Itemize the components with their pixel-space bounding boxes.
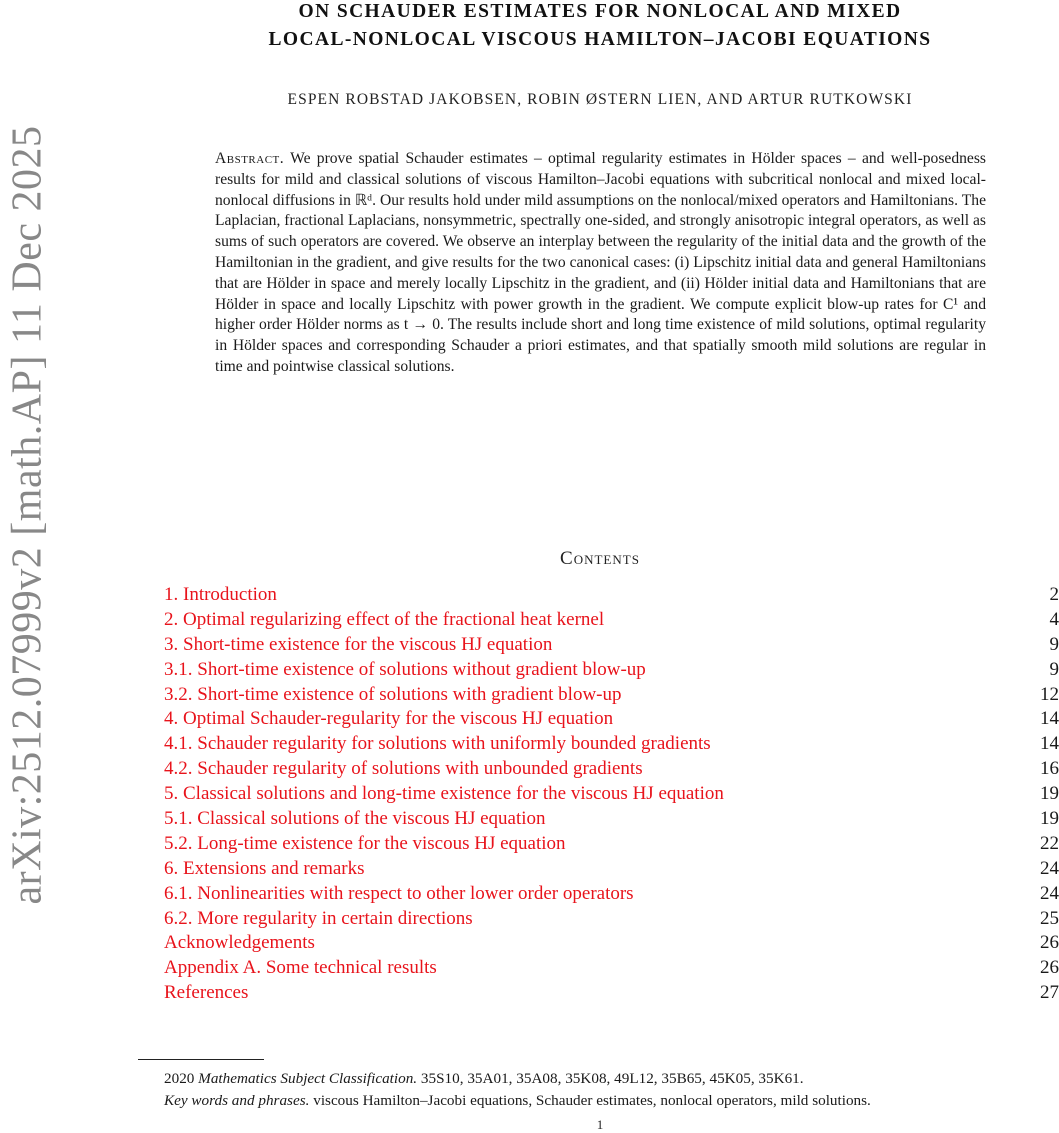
toc-entry-link[interactable]: Acknowledgements xyxy=(164,932,315,954)
msc-label: Mathematics Subject Classification. xyxy=(198,1070,417,1087)
keywords-text: viscous Hamilton–Jacobi equations, Schauder estimates, nonlocal operators, mild solutions. xyxy=(313,1092,871,1109)
toc-entry[interactable] xyxy=(164,957,1059,982)
author-list: ESPEN ROBSTAD JAKOBSEN, ROBIN ØSTERN LIEN, AND ARTUR RUTKOWSKI xyxy=(140,91,1059,109)
abstract-label: Abstract. xyxy=(215,150,284,167)
contents-heading: Contents xyxy=(140,548,1059,570)
toc-entry-link[interactable]: 3. Short-time existence for the viscous HJ equation xyxy=(164,634,552,656)
toc-entry[interactable] xyxy=(164,883,1059,908)
toc-entry[interactable] xyxy=(164,659,1059,684)
toc-entry-link[interactable]: 2. Optimal regularizing effect of the fractional heat kernel xyxy=(164,609,604,631)
toc-entry-page: 12 xyxy=(1040,684,1059,706)
toc-entry-page: 24 xyxy=(1040,883,1059,905)
toc-entry-link[interactable]: 4.1. Schauder regularity for solutions with uniformly bounded gradients xyxy=(164,733,711,755)
toc-entry-link[interactable]: 6.2. More regularity in certain directions xyxy=(164,908,473,930)
table-of-contents xyxy=(164,584,1059,1007)
toc-entry-link[interactable]: Appendix A. Some technical results xyxy=(164,957,437,979)
toc-entry-page: 26 xyxy=(1040,957,1059,979)
toc-entry[interactable] xyxy=(164,932,1059,957)
toc-entry-page: 4 xyxy=(1050,609,1059,631)
toc-entry-page: 19 xyxy=(1040,783,1059,805)
toc-entry-link[interactable]: 3.2. Short-time existence of solutions with gradient blow-up xyxy=(164,684,622,706)
toc-entry-link[interactable]: 3.1. Short-time existence of solutions without gradient blow-up xyxy=(164,659,646,681)
toc-entry[interactable] xyxy=(164,758,1059,783)
toc-entry[interactable] xyxy=(164,982,1059,1007)
toc-entry-page: 14 xyxy=(1040,708,1059,730)
footnote-divider xyxy=(138,1059,264,1060)
abstract xyxy=(215,149,986,378)
toc-entry[interactable] xyxy=(164,684,1059,709)
page-number: 1 xyxy=(590,1117,610,1133)
msc-year: 2020 xyxy=(164,1070,194,1087)
title-line-2: LOCAL-NONLOCAL VISCOUS HAMILTON–JACOBI EQUATIONS xyxy=(140,26,1059,54)
keywords-label: Key words and phrases. xyxy=(164,1092,309,1109)
toc-entry-page: 16 xyxy=(1040,758,1059,780)
toc-entry[interactable] xyxy=(164,708,1059,733)
arxiv-identifier: arXiv:2512.07999v2 [math.AP] 11 Dec 2025 xyxy=(3,126,51,905)
toc-entry-page: 2 xyxy=(1050,584,1059,606)
toc-entry[interactable] xyxy=(164,634,1059,659)
toc-entry-page: 27 xyxy=(1040,982,1059,1004)
toc-entry-link[interactable]: 4.2. Schauder regularity of solutions with unbounded gradients xyxy=(164,758,643,780)
toc-entry-link[interactable]: 4. Optimal Schauder-regularity for the viscous HJ equation xyxy=(164,708,613,730)
toc-entry[interactable] xyxy=(164,733,1059,758)
toc-entry-link[interactable]: 5.1. Classical solutions of the viscous HJ equation xyxy=(164,808,546,830)
toc-entry[interactable] xyxy=(164,584,1059,609)
toc-entry-page: 19 xyxy=(1040,808,1059,830)
toc-entry-link[interactable]: 5. Classical solutions and long-time existence for the viscous HJ equation xyxy=(164,783,724,805)
toc-entry-link[interactable]: 6.1. Nonlinearities with respect to other lower order operators xyxy=(164,883,634,905)
toc-entry-link[interactable]: 1. Introduction xyxy=(164,584,277,606)
footnote-keywords xyxy=(164,1092,1059,1110)
footnote-msc xyxy=(164,1070,1059,1088)
abstract-text: We prove spatial Schauder estimates – optimal regularity estimates in Hölder spaces – and well-posedness results for mild and classical solutions of viscous Hamilton–Jacobi equations with subcritical nonlocal and mixed local-nonlocal diffusions in ℝᵈ. Our results hold under mild assumptions on the nonlocal/mixed operators and Hamiltonians. The Laplacian, fractional Laplacians, nonsymmetric, spectrally one-sided, and strongly anisotropic integral operators, as well as sums of such operators are covered. We observe an interplay between the regularity of the initial data and the growth of the Hamiltonian in the gradient, and give results for the two canonical cases: (i) Lipschitz initial data and general Hamiltonians that are Hölder in space and merely locally Lipschitz in the gradient, and (ii) Hölder initial data and Hamiltonians that are Hölder in space and locally Lipschitz with power growth in the gradient. We compute explicit blow-up rates for C¹ and higher order Hölder norms as t → 0. The results include short and long time existence of mild solutions, optimal regularity in Hölder spaces and corresponding Schauder a priori estimates, and that spatially smooth mild solutions are regular in time and pointwise classical solutions. xyxy=(215,150,986,375)
toc-entry-page: 9 xyxy=(1050,634,1059,656)
toc-entry-page: 25 xyxy=(1040,908,1059,930)
toc-entry-page: 22 xyxy=(1040,833,1059,855)
toc-entry[interactable] xyxy=(164,858,1059,883)
toc-entry-link[interactable]: 5.2. Long-time existence for the viscous HJ equation xyxy=(164,833,566,855)
toc-entry[interactable] xyxy=(164,808,1059,833)
toc-entry[interactable] xyxy=(164,609,1059,634)
paper-title xyxy=(140,0,1059,54)
title-line-1: ON SCHAUDER ESTIMATES FOR NONLOCAL AND MIXED xyxy=(140,0,1059,26)
toc-entry[interactable] xyxy=(164,908,1059,933)
toc-entry-link[interactable]: 6. Extensions and remarks xyxy=(164,858,365,880)
msc-codes: 35S10, 35A01, 35A08, 35K08, 49L12, 35B65, 45K05, 35K61. xyxy=(421,1070,804,1087)
toc-entry-page: 26 xyxy=(1040,932,1059,954)
toc-entry[interactable] xyxy=(164,833,1059,858)
arxiv-sidebar-stamp xyxy=(2,120,52,910)
toc-entry-page: 14 xyxy=(1040,733,1059,755)
toc-entry-page: 24 xyxy=(1040,858,1059,880)
toc-entry-page: 9 xyxy=(1050,659,1059,681)
toc-entry[interactable] xyxy=(164,783,1059,808)
toc-entry-link[interactable]: References xyxy=(164,982,248,1004)
